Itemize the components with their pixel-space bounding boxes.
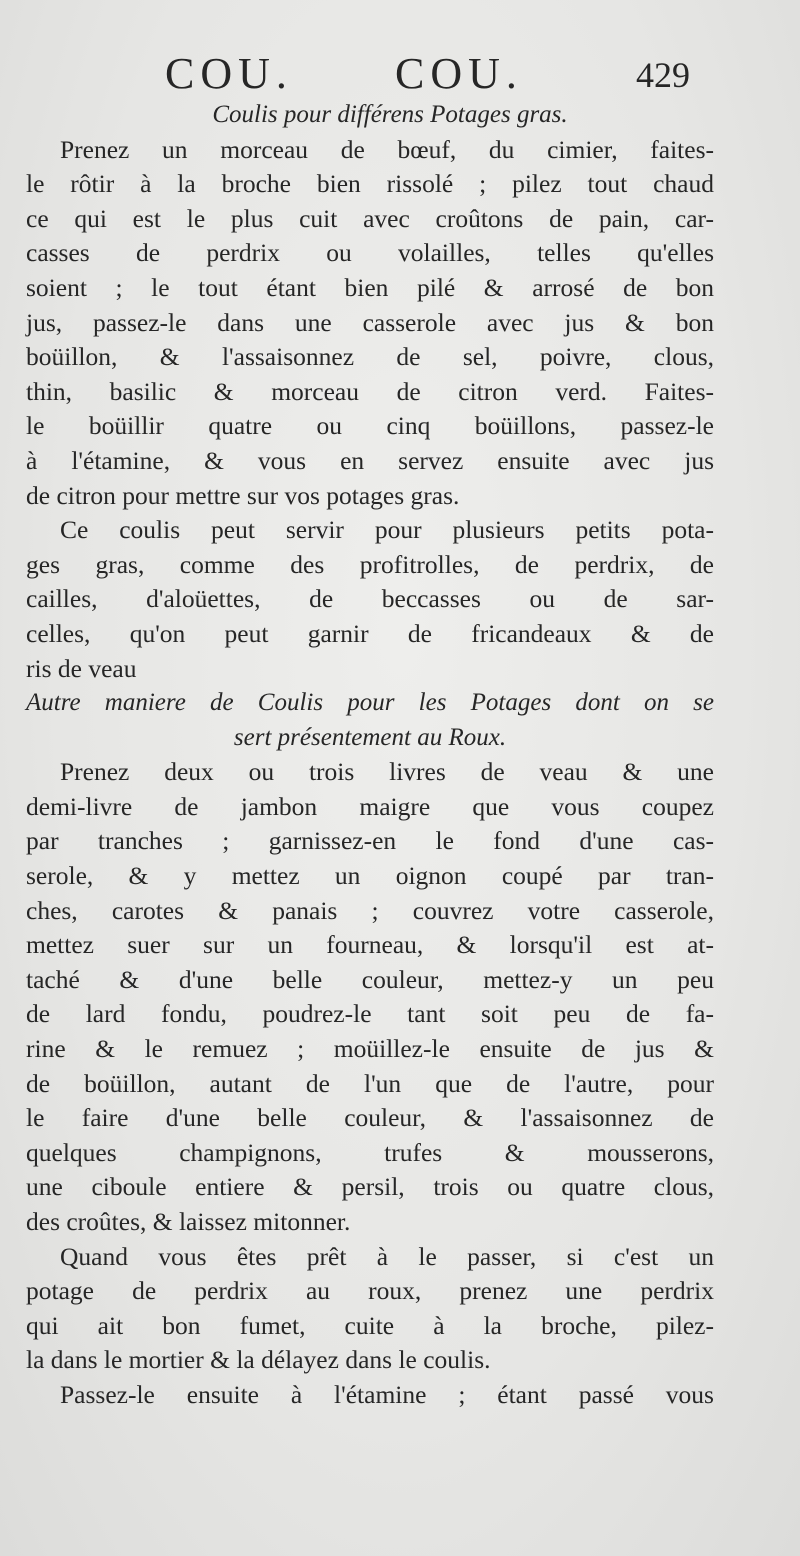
- text-line: qui ait bon fumet, cuite à la broche, pilez-: [26, 1310, 714, 1340]
- text-line: de boüillon, autant de l'un que de l'autre, pour: [26, 1068, 714, 1098]
- text-line: une ciboule entiere & persil, trois ou quatre clous,: [26, 1172, 714, 1202]
- page-number: 429: [636, 55, 690, 95]
- text-line: à l'étamine, & vous en servez ensuite avec jus: [26, 445, 714, 475]
- text-line: casses de perdrix ou volailles, telles qu'elles: [26, 238, 714, 268]
- text-line: taché & d'une belle couleur, mettez-y un peu: [26, 964, 714, 994]
- text-line: des croûtes, & laissez mitonner.: [26, 1207, 351, 1236]
- text-line: cailles, d'aloüettes, de beccasses ou de sar-: [26, 584, 714, 614]
- text-line: jus, passez-le dans une casserole avec jus & bon: [26, 307, 714, 337]
- text-line: ches, carotes & panais ; couvrez votre casserole,: [26, 895, 714, 925]
- text-line: quelques champignons, trufes & mousserons,: [26, 1137, 714, 1167]
- text-line: Ce coulis peut servir pour plusieurs petits pota-: [60, 515, 714, 545]
- text-line: celles, qu'on peut garnir de fricandeaux & de: [26, 618, 714, 648]
- text-line: le faire d'une belle couleur, & l'assaisonnez de: [26, 1103, 714, 1133]
- text-line: soient ; le tout étant bien pilé & arrosé de bon: [26, 272, 714, 302]
- text-line: ce qui est le plus cuit avec croûtons de pain, car-: [26, 203, 714, 233]
- text-line: Passez-le ensuite à l'étamine ; étant passé vous: [60, 1379, 714, 1409]
- running-head-right: COU.: [395, 49, 523, 98]
- text-line: rine & le remuez ; moüillez-le ensuite de jus &: [26, 1034, 714, 1064]
- text-line: potage de perdrix au roux, prenez une perdrix: [26, 1276, 714, 1306]
- section-heading: Coulis pour différens Potages gras.: [212, 101, 568, 128]
- section-heading-continued: sert présentement au Roux.: [233, 723, 507, 751]
- text-line: serole, & y mettez un oignon coupé par tran-: [26, 861, 714, 891]
- text-line: ges gras, comme des profitrolles, de perdrix, de: [26, 549, 714, 579]
- text-line: ris de veau: [26, 653, 137, 683]
- text-line: de citron pour mettre sur vos potages gras.: [26, 480, 460, 510]
- section-heading: Autre maniere de Coulis pour les Potages dont on se: [26, 689, 714, 717]
- running-head-left: COU.: [165, 49, 293, 98]
- page-body: [26, 98, 714, 1413]
- text-line: le rôtir à la broche bien rissolé ; pilez tout chaud: [26, 169, 714, 199]
- text-line: Quand vous êtes prêt à le passer, si c'est un: [60, 1241, 714, 1271]
- text-line: demi-livre de jambon maigre que vous coupez: [26, 791, 714, 821]
- text-line: de lard fondu, poudrez-le tant soit peu de fa-: [26, 999, 714, 1029]
- text-line: Prenez un morceau de bœuf, du cimier, faites-: [60, 134, 714, 164]
- text-line: thin, basilic & morceau de citron verd. Faites-: [26, 376, 714, 406]
- text-line: mettez suer sur un fourneau, & lorsqu'il est at-: [26, 930, 714, 960]
- text-line: la dans le mortier & la délayez dans le coulis.: [26, 1345, 491, 1375]
- text-line: le boüillir quatre ou cinq boüillons, passez-le: [26, 411, 714, 441]
- text-line: par tranches ; garnissez-en le fond d'une cas-: [26, 826, 714, 856]
- text-line: boüillon, & l'assaisonnez de sel, poivre, clous,: [26, 342, 714, 372]
- page-header: [0, 48, 800, 104]
- text-line: Prenez deux ou trois livres de veau & une: [60, 757, 714, 787]
